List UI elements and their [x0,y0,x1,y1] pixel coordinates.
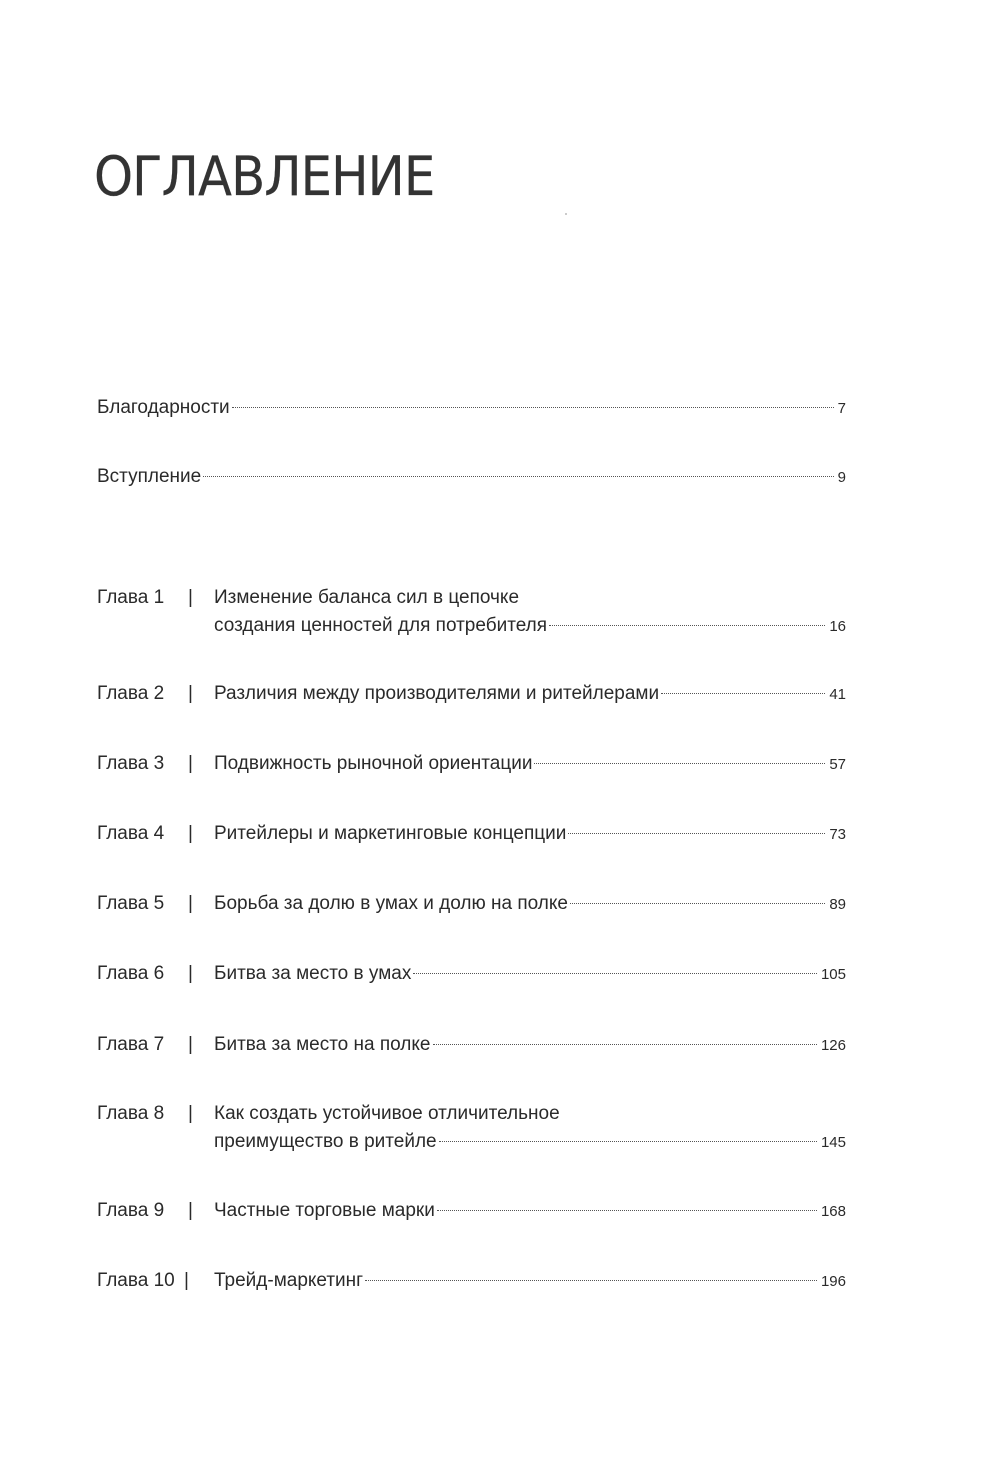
scan-speck [565,213,567,215]
chapter-label: Глава 3 [97,753,165,774]
chapter-title: Битва за место на полке [214,1034,431,1055]
chapter-page-number: 16 [829,618,846,635]
chapter-separator: | [184,1270,189,1291]
chapter-title: Частные торговые марки [214,1200,435,1221]
dot-leader [433,1044,817,1045]
dot-leader [570,903,825,904]
chapter-title: Битва за место в умах [214,963,412,984]
entry-page-number: 7 [837,400,846,417]
toc-chapter-4[interactable] [97,820,846,848]
chapter-title-line2: преимущество в ритейле [214,1131,437,1152]
entry-label: Благодарности [97,397,230,418]
chapter-separator: | [188,893,193,914]
chapter-label: Глава 4 [97,823,165,844]
chapter-page-number: 105 [820,966,846,983]
dot-leader [232,407,834,408]
chapter-label: Глава 7 [97,1034,165,1055]
toc-entry-acknowledgements[interactable] [97,394,846,422]
toc-chapter-9[interactable] [97,1197,846,1225]
toc-chapter-7[interactable] [97,1031,846,1059]
dot-leader [568,833,825,834]
dot-leader [439,1141,817,1142]
chapter-label: Глава 8 [97,1103,165,1124]
dot-leader [534,763,825,764]
toc-chapter-8[interactable] [97,1100,846,1156]
dot-leader [549,625,825,626]
toc-chapter-2[interactable] [97,680,846,708]
chapter-label: Глава 5 [97,893,165,914]
chapter-title-line1: Как создать устойчивое отличительное [214,1103,560,1124]
chapter-page-number: 126 [820,1037,846,1054]
chapter-label: Глава 10 [97,1270,175,1291]
chapter-title: Трейд-маркетинг [214,1270,364,1291]
toc-chapter-10[interactable] [97,1267,846,1295]
chapter-separator: | [188,823,193,844]
dot-leader [413,973,817,974]
chapter-page-number: 145 [820,1134,846,1151]
toc-entry-introduction[interactable] [97,463,846,491]
toc-chapter-3[interactable] [97,750,846,778]
chapter-label: Глава 1 [97,587,165,608]
dot-leader [203,476,833,477]
chapter-page-number: 89 [829,896,846,913]
chapter-page-number: 168 [820,1203,846,1220]
chapter-title: Борьба за долю в умах и долю на полке [214,893,568,914]
entry-label: Вступление [97,466,202,487]
chapter-title: Подвижность рыночной ориентации [214,753,533,774]
dot-leader [661,693,825,694]
chapter-label: Глава 2 [97,683,165,704]
chapter-title-line1: Изменение баланса сил в цепочке [214,587,520,608]
dot-leader [437,1210,817,1211]
chapter-label: Глава 6 [97,963,165,984]
chapter-page-number: 73 [829,826,846,843]
chapter-page-number: 41 [829,686,846,703]
chapter-separator: | [188,587,193,608]
chapter-title: Различия между производителями и ритейлерами [214,683,660,704]
chapter-separator: | [188,1103,193,1124]
chapter-separator: | [188,753,193,774]
entry-page-number: 9 [837,469,846,486]
chapter-title: Ритейлеры и маркетинговые концепции [214,823,567,844]
chapter-page-number: 196 [820,1273,846,1290]
toc-chapter-1[interactable] [97,584,846,640]
chapter-separator: | [188,1200,193,1221]
chapter-label: Глава 9 [97,1200,165,1221]
chapter-separator: | [188,963,193,984]
chapter-page-number: 57 [829,756,846,773]
toc-chapter-5[interactable] [97,890,846,918]
page-title: ОГЛАВЛЕНИЕ [94,145,435,208]
dot-leader [365,1280,817,1281]
chapter-separator: | [188,683,193,704]
chapter-separator: | [188,1034,193,1055]
toc-chapter-6[interactable] [97,960,846,988]
chapter-title-line2: создания ценностей для потребителя [214,615,548,636]
